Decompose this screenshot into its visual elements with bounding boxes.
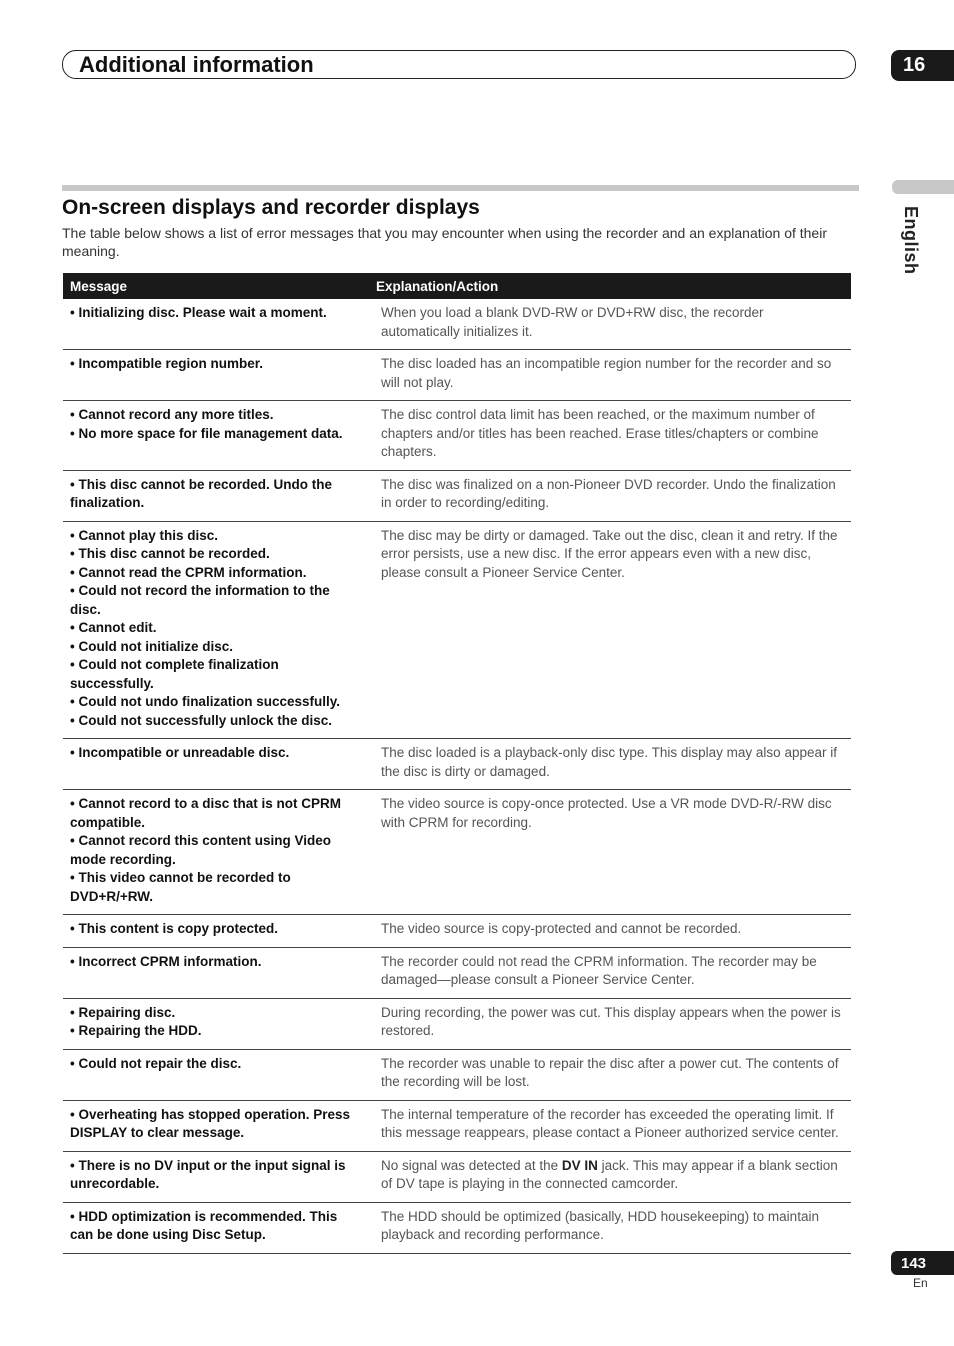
- message-cell: [63, 1100, 369, 1151]
- error-message: • Cannot play this disc.: [70, 527, 218, 543]
- error-message: • Initializing disc. Please wait a moment.: [70, 305, 327, 320]
- explanation-text: The HDD should be optimized (basically, HDD housekeeping) to maintain playback and recording performance.: [381, 1208, 819, 1242]
- message-cell: [63, 470, 369, 521]
- error-message: • Incompatible region number.: [70, 356, 264, 371]
- explanation-cell: [369, 401, 851, 471]
- explanation-cell: [369, 1100, 851, 1151]
- explanation-cell: [369, 998, 851, 1049]
- message-cell: [63, 350, 369, 401]
- error-message: • This content is copy protected.: [70, 921, 279, 936]
- table-row: [63, 521, 851, 739]
- error-message: • Could not record the information to the disc.: [70, 583, 330, 617]
- explanation-cell: [369, 470, 851, 521]
- explanation-cell: [369, 947, 851, 998]
- section-title: On-screen displays and recorder displays: [62, 196, 480, 219]
- table-row: [63, 790, 851, 915]
- message-cell: [63, 401, 369, 471]
- explanation-cell: [369, 1202, 851, 1253]
- explanation-cell: [369, 1049, 851, 1100]
- explanation-text: During recording, the power was cut. This display appears when the power is restored.: [381, 1004, 841, 1038]
- explanation-text: The video source is copy-once protected. Use a VR mode DVD-R/-RW disc with CPRM for recording.: [381, 796, 832, 830]
- table-row: [63, 350, 851, 401]
- error-message: • HDD optimization is recommended. This can be done using Disc Setup.: [70, 1208, 338, 1242]
- error-message: • Cannot record to a disc that is not CPRM compatible.: [70, 796, 341, 830]
- table-row: [63, 947, 851, 998]
- error-message: • No more space for file management data.: [70, 425, 343, 441]
- message-cell: [63, 790, 369, 915]
- section-intro: The table below shows a list of error messages that you may encounter when using the recorder and an explanation of their meaning.: [62, 225, 827, 259]
- message-cell: [63, 998, 369, 1049]
- section-rule: [62, 185, 859, 191]
- page-language-code: En: [913, 1276, 928, 1290]
- error-message: • There is no DV input or the input signal is unrecordable.: [70, 1157, 346, 1191]
- explanation-text: No signal was detected at the: [381, 1157, 562, 1173]
- table-row: [63, 915, 851, 948]
- explanation-text: The disc may be dirty or damaged. Take out the disc, clean it and retry. If the error persists, use a new disc. If the error appears even with a new disc, please consult a Pioneer Service Center.: [381, 527, 838, 580]
- table-row: [63, 470, 851, 521]
- error-message: • Cannot record any more titles.: [70, 407, 274, 422]
- page-number: 143: [891, 1251, 954, 1275]
- explanation-cell: [369, 915, 851, 948]
- column-header-message: Message: [63, 273, 369, 299]
- error-message: • This disc cannot be recorded.: [70, 546, 270, 561]
- explanation-text: When you load a blank DVD-RW or DVD+RW disc, the recorder automatically initializes it.: [381, 305, 764, 339]
- table-row: [63, 1151, 851, 1202]
- table-row: [63, 998, 851, 1049]
- error-message: • Cannot edit.: [70, 620, 157, 635]
- explanation-cell: [369, 790, 851, 915]
- error-message: • Overheating has stopped operation. Press DISPLAY to clear message.: [70, 1106, 351, 1140]
- explanation-keyword: DV IN: [561, 1157, 598, 1173]
- table-row: [63, 1202, 851, 1253]
- explanation-text: The video source is copy-protected and cannot be recorded.: [381, 921, 742, 936]
- error-message: • Cannot record this content using Video mode recording.: [70, 833, 331, 867]
- header-banner: [62, 50, 856, 79]
- language-label: English: [901, 206, 921, 275]
- explanation-cell: [369, 521, 851, 739]
- explanation-cell: [369, 299, 851, 350]
- explanation-text: The disc control data limit has been reached, or the maximum number of chapters and/or titles has been reached. Erase titles/chapters or combine chapters.: [381, 407, 819, 459]
- error-message: • Could not undo finalization successfully.: [70, 694, 340, 709]
- message-cell: [63, 947, 369, 998]
- error-message: • Could not successfully unlock the disc.: [70, 712, 333, 728]
- table-row: [63, 401, 851, 471]
- error-message-table: [63, 273, 851, 1254]
- error-message: • Could not initialize disc.: [70, 638, 233, 654]
- error-message: • Could not complete finalization successfully.: [70, 657, 279, 691]
- message-cell: [63, 521, 369, 739]
- explanation-cell: [369, 1151, 851, 1202]
- explanation-text: The recorder was unable to repair the disc after a power cut. The contents of the recording will be lost.: [381, 1055, 839, 1089]
- error-message: • Repairing the HDD.: [70, 1023, 202, 1038]
- error-message: • Incompatible or unreadable disc.: [70, 745, 290, 760]
- table-row: [63, 1049, 851, 1100]
- chapter-number-tab: 16: [891, 50, 954, 81]
- message-cell: [63, 1151, 369, 1202]
- error-message: • This disc cannot be recorded. Undo the finalization.: [70, 476, 333, 510]
- error-message: • Repairing disc.: [70, 1004, 176, 1020]
- table-header-row: [63, 273, 851, 299]
- explanation-text: The internal temperature of the recorder has exceeded the operating limit. If this message reappears, please contact a Pioneer authorized service center.: [381, 1106, 839, 1140]
- error-message: • Cannot read the CPRM information.: [70, 564, 307, 580]
- explanation-text: The disc loaded has an incompatible region number for the recorder and so will not play.: [381, 356, 832, 390]
- language-tab-bar: [892, 180, 954, 194]
- message-cell: [63, 299, 369, 350]
- message-cell: [63, 1049, 369, 1100]
- explanation-cell: [369, 350, 851, 401]
- table-row: [63, 1100, 851, 1151]
- explanation-text: The disc loaded is a playback-only disc type. This display may also appear if the disc is dirty or damaged.: [381, 745, 837, 779]
- explanation-text: The disc was finalized on a non-Pioneer DVD recorder. Undo the finalization in order to recording/editing.: [381, 476, 836, 510]
- table-row: [63, 739, 851, 790]
- message-cell: [63, 739, 369, 790]
- column-header-explanation: Explanation/Action: [369, 273, 851, 299]
- table-body: [63, 299, 851, 1253]
- error-message: • This video cannot be recorded to DVD+R/+RW.: [70, 870, 291, 904]
- explanation-cell: [369, 739, 851, 790]
- header-title: Additional information: [79, 52, 314, 77]
- message-cell: [63, 1202, 369, 1253]
- message-cell: [63, 915, 369, 948]
- explanation-text: The recorder could not read the CPRM information. The recorder may be damaged—please consult a Pioneer Service Center.: [381, 953, 817, 987]
- table-row: [63, 299, 851, 350]
- explanation-text: jack. This may appear if a blank section of DV tape is playing in the connected camcorder.: [381, 1157, 838, 1191]
- error-message: • Could not repair the disc.: [70, 1055, 242, 1071]
- error-message: • Incorrect CPRM information.: [70, 953, 262, 969]
